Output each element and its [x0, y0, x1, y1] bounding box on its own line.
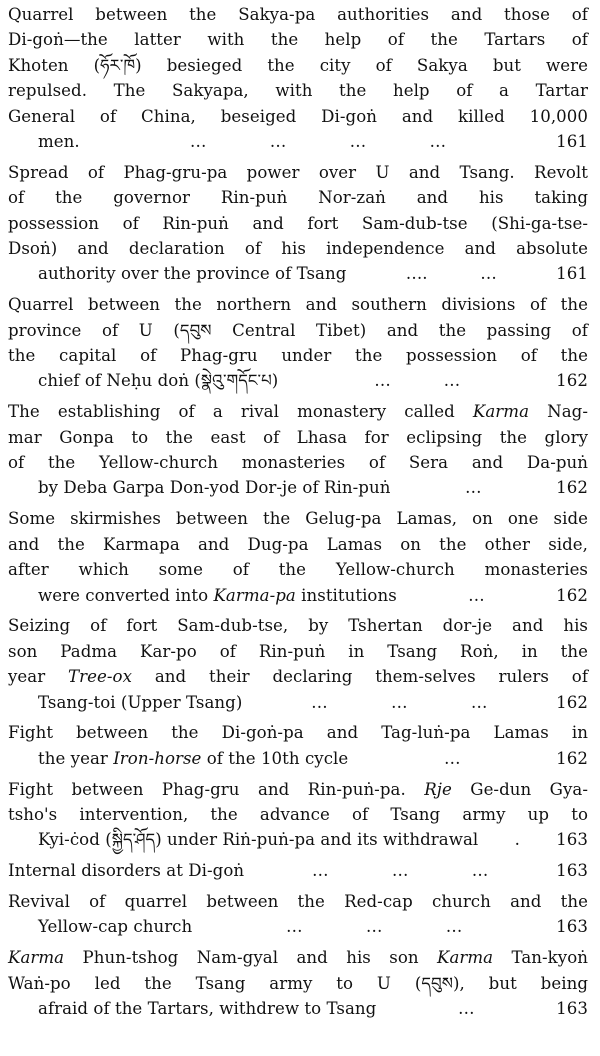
entry-line: Seizing of fort Sam-dub-tse, by Tshertan dor-je and his [8, 616, 588, 636]
page-number: 161 [556, 264, 588, 284]
entry-line: Karma Phun-tshog Nam-gyal and his son Karma Tan-kyoṅ [8, 948, 588, 968]
leader-dots: . [514, 830, 520, 850]
entry-line: Fight between the Di-goṅ-pa and Tag-luṅ-pa Lamas in [8, 723, 588, 743]
toc-entry [8, 2, 592, 154]
entry-line: Waṅ-po led the Tsang army to U (དབུས), but being [8, 973, 588, 993]
entry-last-line [38, 475, 588, 500]
entry-line: authority over the province of Tsang [38, 264, 347, 284]
entry-line: after which some of the Yellow-church monasteries [8, 560, 588, 580]
entry-last-line [38, 827, 588, 852]
toc-entry [8, 613, 592, 715]
entry-last-line [38, 914, 588, 939]
toc-entry [8, 777, 592, 853]
page-number: 163 [556, 998, 588, 1018]
leader-dots: … [443, 748, 461, 768]
entry-last-line [38, 746, 588, 771]
leader-dots: … … … … [189, 132, 447, 152]
entry-line: possession of Rin-puṅ and fort Sam-dub-tse (Shi-ga-tse- [8, 213, 588, 233]
entry-line: by Deba Garpa Don-yod Dor-je of Rin-puṅ [38, 478, 391, 498]
leader-dots: … … … [286, 917, 463, 937]
leader-dots: …. … [405, 264, 497, 284]
entry-line: mar Gonpa to the east of Lhasa for eclipsing the glory [8, 427, 588, 447]
entry-line: and the Karmapa and Dug-pa Lamas on the other side, [8, 534, 588, 554]
entry-line: repulsed. The Sakyapa, with the help of a Tartar [8, 81, 588, 101]
entry-line: chief of Neḥu doṅ (སྣེའུ་གདོང་པ) [38, 371, 279, 391]
entry-line: General of China, beseiged Di-goṅ and killed 10,000 [8, 106, 588, 126]
leader-dots: … [468, 585, 485, 605]
entry-line: Dsoṅ) and declaration of his independence and absolute [8, 239, 588, 259]
toc-entry [8, 506, 592, 608]
entry-line: year Tree-ox and their declaring them-selves rulers of [8, 667, 589, 687]
page-number: 163 [556, 861, 588, 881]
page-number: 162 [556, 692, 588, 712]
toc-entry [8, 399, 592, 501]
entry-line: Some skirmishes between the Gelug-pa Lamas, on one side [8, 509, 588, 529]
toc-entry [8, 160, 592, 287]
entry-last-line [38, 261, 588, 286]
toc-entry [8, 945, 592, 1021]
entry-line: men. [38, 132, 80, 152]
entry-line: Fight between Phag-gru and Rin-puṅ-pa. Rje Ge-dun Gya- [8, 779, 589, 799]
entry-last-line [38, 129, 588, 154]
entry-last-line [38, 996, 588, 1021]
page-number: 162 [556, 478, 588, 498]
entry-last-line [38, 583, 588, 608]
toc-entry [8, 292, 592, 394]
entry-line: Revival of quarrel between the Red-cap church and the [8, 891, 588, 911]
entry-last-line [8, 858, 588, 883]
entry-line: Tsang-toi (Upper Tsang) [38, 692, 243, 712]
entry-line: of the governor Rin-puṅ Nor-zaṅ and his taking [8, 188, 588, 208]
entry-last-line [38, 690, 588, 715]
entry-line: province of U (དབུས Central Tibet) and the passing of [8, 320, 588, 340]
entry-line: Yellow-cap church [38, 917, 193, 937]
entry-line: Quarrel between the northern and southern divisions of the [8, 295, 588, 315]
entry-line: Kyi-ċod (སྐྱིད་ཤོད) under Riṅ-puṅ-pa and its withdrawal [38, 830, 479, 850]
entry-line: The establishing of a rival monastery called Karma Nag- [8, 402, 588, 422]
entry-line: the year Iron-horse of the 10th cycle [38, 748, 349, 768]
entry-line: afraid of the Tartars, withdrew to Tsang [38, 998, 377, 1018]
entry-line: Spread of Phag-gru-pa power over U and Tsang. Revolt [8, 162, 588, 182]
entry-line: Di-goṅ—the latter with the help of the Tartars of [8, 30, 588, 50]
entry-line: were converted into Karma-pa institutions [38, 585, 397, 605]
leader-dots: … [457, 998, 475, 1018]
page-number: 162 [556, 371, 588, 391]
leader-dots: … … [374, 371, 461, 391]
page-number: 161 [556, 132, 588, 152]
toc-entry [8, 858, 592, 883]
toc-entry [8, 889, 592, 940]
page-number: 162 [556, 585, 588, 605]
page-number: 162 [556, 748, 588, 768]
entry-line: Quarrel between the Sakya-pa authorities and those of [8, 5, 588, 24]
leader-dots: … [465, 478, 482, 498]
entry-line: Khoten (ཧོར་ཁོ) besieged the city of Sakya but were [8, 55, 588, 75]
entry-line: the capital of Phag-gru under the possession of the [8, 346, 588, 366]
entry-line: of the Yellow-church monasteries of Sera and Da-puṅ [8, 453, 588, 473]
entry-line: Internal disorders at Di-goṅ [8, 861, 245, 881]
leader-dots: … … … [311, 861, 489, 881]
leader-dots: … … … [311, 692, 488, 712]
entry-last-line [38, 368, 588, 393]
page-number: 163 [556, 917, 588, 937]
entry-line: tsho's intervention, the advance of Tsang army up to [8, 804, 588, 824]
page-number: 163 [556, 830, 588, 850]
toc-entry [8, 720, 592, 771]
entry-line: son Padma Kar-po of Rin-puṅ in Tsang Roṅ, in the [8, 641, 588, 661]
